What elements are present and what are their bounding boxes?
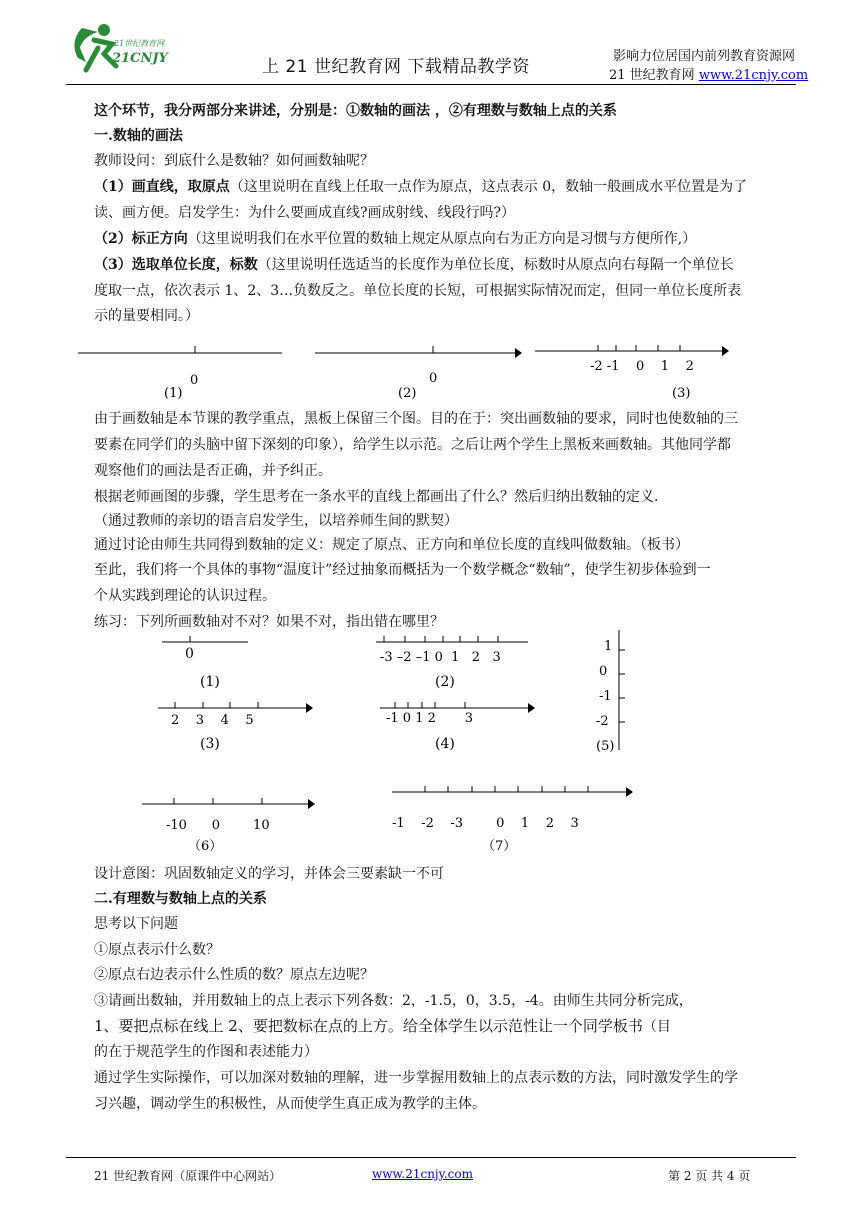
site-logo: [64, 18, 174, 74]
fig2-label: (2): [398, 386, 417, 401]
step2: [94, 228, 696, 248]
blackboard-figures: [70, 335, 750, 405]
fig2-zero: 0: [429, 371, 438, 386]
section2-title: 二.有理数与数轴上点的关系: [94, 891, 267, 907]
ex5-val-neg2: -2: [596, 714, 609, 729]
ex4-ticks: -1 0 1 2 3: [386, 711, 474, 726]
step1-title: （1）画直线，取原点: [94, 179, 230, 195]
step3-cont: 度取一点，依次表示 1、2、3…负数反之。单位长度的长短，可根据实际情况而定，但同一单位长度所表: [94, 283, 742, 299]
header-site-link[interactable]: www.21cnjy.com: [698, 68, 809, 83]
footer-page-number: 第 2 页 共 4 页: [668, 1169, 751, 1183]
step2-title: （2）标正方向: [94, 231, 188, 247]
ex7-label: （7）: [482, 839, 517, 854]
step2-text: （这里说明我们在水平位置的数轴上规定从原点向右为正方向是习惯与方便所作,）: [187, 231, 697, 247]
step1-text: （这里说明在直线上任取一点作为原点，这点表示 0，数轴一般画成水平位置是为了: [229, 179, 748, 195]
step3-cont2: 示的量要相同。）: [94, 308, 199, 324]
para6b: 习兴趣，调动学生的积极性，从而使学生真正成为教学的主体。: [94, 1096, 486, 1112]
fig1-label: (1): [164, 386, 183, 401]
step3-text: （这里说明任选适当的长度作为单位长度，标数时从原点向右每隔一个单位长: [257, 257, 734, 273]
exercise-prompt: 练习：下列所画数轴对不对？如果不对，指出错在哪里？: [94, 614, 444, 630]
design-intent: 设计意图：巩固数轴定义的学习，并体会三要素缺一不可: [94, 866, 444, 882]
para2: 根据老师画图的步骤，学生思考在一条水平的直线上都画出了什么？然后归纳出数轴的定义.: [94, 489, 659, 505]
ex6-ticks: -10 0 10: [166, 818, 270, 833]
ex6-label: （6）: [188, 839, 223, 854]
footer-link-text[interactable]: www.21cnjy.com: [372, 1167, 473, 1181]
step3: [94, 254, 734, 274]
ex5-label: (5): [596, 739, 615, 754]
para4: 通过讨论由师生共同得到数轴的定义：规定了原点、正方向和单位长度的直线叫做数轴。（板书）: [94, 537, 689, 553]
exercise-figures: [130, 630, 680, 860]
ex1-label: (1): [200, 674, 220, 690]
question-2: ②原点右边表示什么性质的数？原点左边呢？: [94, 967, 374, 983]
handwritten-line: [94, 1015, 671, 1036]
question-1: ①原点表示什么数？: [94, 942, 220, 958]
step3-title: （3）选取单位长度，标数: [94, 257, 258, 273]
header-title: 上 21 世纪教育网 下载精品教学资: [262, 57, 530, 77]
step1-cont: 读、画方便。启发学生：为什么要画成直线?画成射线、线段行吗?）: [94, 205, 516, 221]
handwritten-tail: （目: [642, 1019, 671, 1035]
header-rule: [66, 84, 796, 85]
ex4-label: (4): [435, 736, 455, 752]
ex3-label: (3): [200, 736, 220, 752]
header-site: [609, 64, 808, 83]
ex1-zero: 0: [185, 646, 194, 662]
para5: 至此，我们将一个具体的事物“温度计”经过抽象而概括为一个数学概念“数轴”，使学生初步体验到一: [94, 562, 711, 578]
ex5-val-0: 0: [599, 664, 608, 679]
ex2-ticks: -3 –2 –1 0 1 2 3: [380, 650, 501, 665]
para6: 通过学生实际操作，可以加深对数轴的理解，进一步掌握用数轴上的点表示数的方法，同时激发学生的学: [94, 1070, 738, 1086]
ex5-val-neg1: -1: [599, 689, 612, 704]
question-3: ③请画出数轴，并用数轴上的点上表示下列各数：2，-1.5，0，3.5，-4。由师生共同分析完成，: [94, 993, 693, 1009]
para1c: 观察他们的画法是否正确，并予纠正。: [94, 463, 332, 479]
logo-text-top: 21世纪教育网: [114, 39, 165, 48]
ex7-ticks: -1 -2 -3 0 1 2 3: [392, 816, 579, 831]
handwritten-cont: 的在于规范学生的作图和表述能力）: [94, 1044, 318, 1060]
section1-title: 一.数轴的画法: [94, 128, 183, 144]
ex2-label: (2): [435, 674, 455, 690]
think-prompt: 思考以下问题: [94, 916, 178, 932]
teacher-question: 教师设问：到底什么是数轴？如何画数轴呢？: [94, 153, 374, 169]
intro-text: 这个环节，我分两部分来讲述，分别是：①数轴的画法 ，②有理数与数轴上点的关系: [94, 103, 617, 119]
para5b: 个从实践到理论的认识过程。: [94, 588, 276, 604]
fig3-ticks: -2 -1 0 1 2: [590, 359, 694, 374]
para1: 由于画数轴是本节课的教学重点，黑板上保留三个图。目的在于：突出画数轴的要求，同时也使数轴的三: [94, 411, 738, 427]
ex3-ticks: 2 3 4 5: [171, 713, 254, 728]
para3: （通过教师的亲切的语言启发学生，以培养师生间的默契）: [94, 513, 458, 529]
footer-left: 21 世纪教育网（原课件中心网站）: [94, 1169, 282, 1183]
fig3-label: (3): [672, 386, 691, 401]
fig1-zero: 0: [190, 373, 199, 388]
footer-link[interactable]: [372, 1167, 473, 1181]
handwritten-steps: 1、要把点标在线上 2、要把数标在点的上方。给全体学生以示范性让一个同学板书: [94, 1017, 643, 1035]
step1: [94, 176, 747, 196]
para1b: 要素在同学们的头脑中留下深刻的印象），给学生以示范。之后让两个学生上黑板来画数轴。其他同学都: [94, 437, 731, 453]
header-site-name: 21 世纪教育网: [609, 68, 699, 83]
logo-text-bottom: 21CNJY: [112, 51, 168, 66]
header-slogan: 影响力位居国内前列教育资源网: [613, 49, 796, 64]
ex5-val-1: 1: [604, 639, 613, 654]
footer-rule: [66, 1157, 796, 1158]
